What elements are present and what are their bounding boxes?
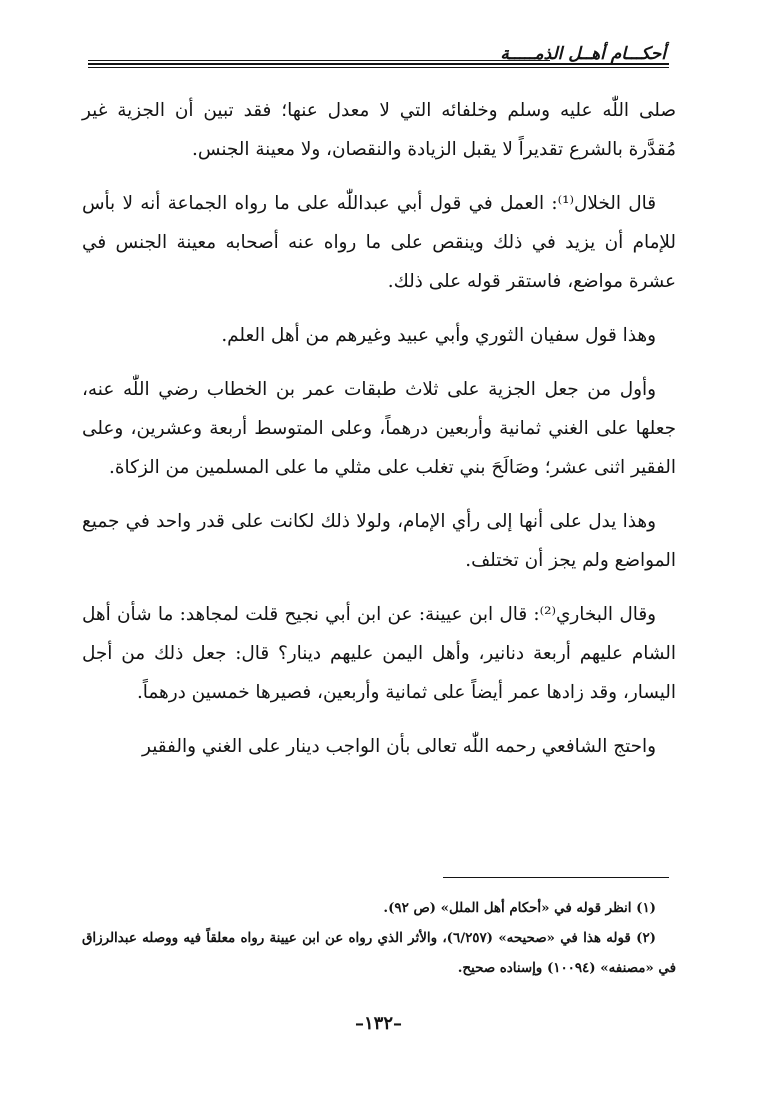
header-rule-thick [88, 63, 669, 65]
footnotes [82, 893, 676, 983]
paragraph: واحتج الشافعي رحمه اللّٰه تعالى بأن الواجب دينار على الغني والفقير [142, 736, 656, 757]
paragraph: وهذا يدل على أنها إلى رأي الإمام، ولولا ذلك لكانت على قدر واحد في جميع المواضع ولم يجز أن تختلف. [82, 511, 676, 571]
paragraph: صلى اللّٰه عليه وسلم وخلفائه التي لا معدل عنها؛ فقد تبين أن الجزية غير مُقدَّرة بالشرع تقديراً لا يقبل الزيادة والنقصان، ولا معينة الجنس. [82, 100, 676, 160]
paragraph: قال الخلال⁽¹⁾: العمل في قول أبي عبداللّٰه على ما رواه الجماعة أنه لا بأس للإمام أن يزيد في ذلك وينقص على ما رواه عنه أصحابه معينة الجنس في عشرة مواضع، فاستقر قوله على ذلك. [82, 193, 676, 292]
header-rule-lower [88, 67, 669, 68]
paragraph: وقال البخاري⁽²⁾: قال ابن عيينة: عن ابن أبي نجيح قلت لمجاهد: ما شأن أهل الشام عليهم أربعة دنانير، وأهل اليمن عليهم دينار؟ قال: جعل ذلك من أجل اليسار، وقد زادها عمر أيضاً على ثمانية وأربعين، فصيرها خمسين درهماً. [82, 604, 676, 703]
page-number: –١٣٢– [354, 1013, 402, 1034]
paragraph: وهذا قول سفيان الثوري وأبي عبيد وغيرهم من أهل العلم. [221, 325, 656, 346]
running-title: أحكـــام أهــل الذمـــــة [500, 44, 666, 64]
main-text [82, 91, 676, 766]
header-rule-thin [88, 60, 550, 61]
footnote: (١) انظر قوله في «أحكام أهل الملل» (ص ٩٢). [383, 900, 656, 916]
footnote-separator [443, 877, 669, 878]
paragraph: وأول من جعل الجزية على ثلاث طبقات عمر بن الخطاب رضي اللّٰه عنه، جعلها على الغني ثمانية وأربعين درهماً، وعلى المتوسط أربعة وعشرين، وعلى الفقير اثنى عشر؛ وصَالَحَ بني تغلب على مثلي ما على المسلمين من الزكاة. [82, 379, 676, 478]
footnote: (٢) قوله هذا في «صحيحه» (٦/٢٥٧)، والأثر الذي رواه عن ابن عيينة رواه معلقاً فيه ووصله عبدالرزاق في «مصنفه» (١٠٠٩٤) وإسناده صحيح. [82, 930, 676, 976]
